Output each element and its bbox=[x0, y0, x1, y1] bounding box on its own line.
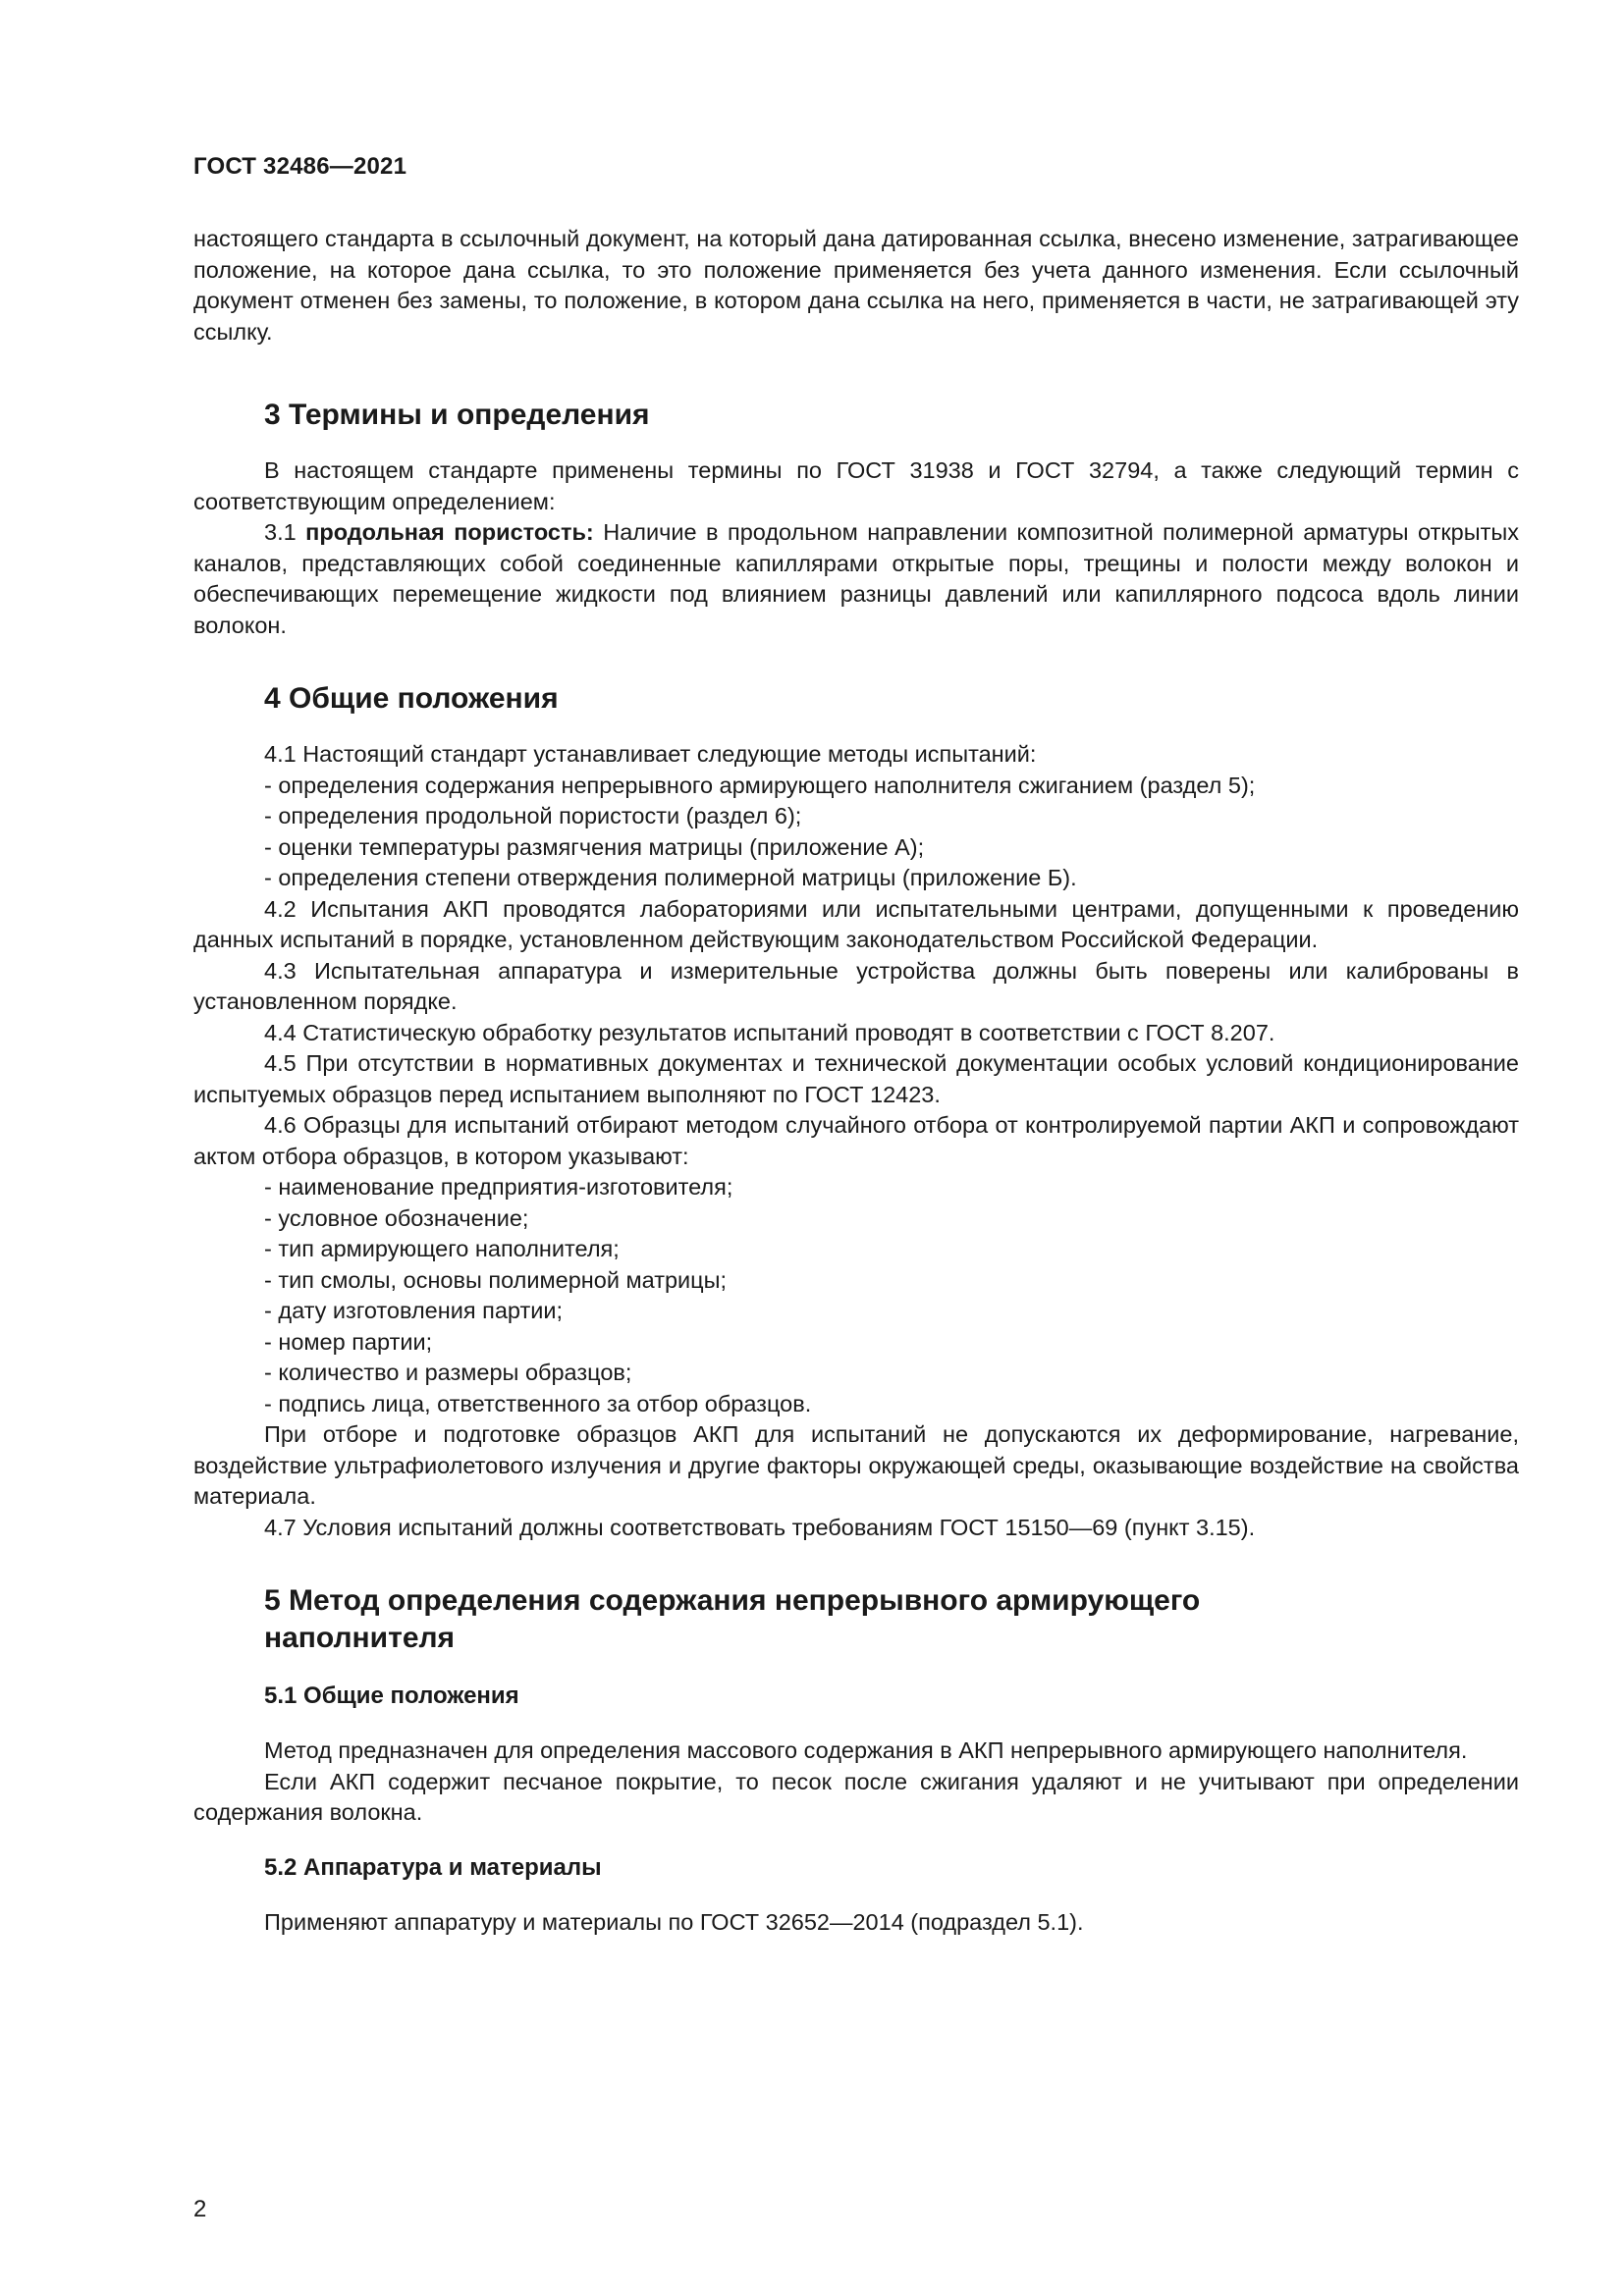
clause-4-7: 4.7 Условия испытаний должны соответствовать требованиям ГОСТ 15150—69 (пункт 3.15). bbox=[264, 1514, 1256, 1540]
list-item: - номер партии; bbox=[264, 1328, 433, 1355]
list-item: - дату изготовления партии; bbox=[264, 1298, 563, 1323]
intro-paragraph: настоящего стандарта в ссылочный документ, на который дана датированная ссылка, внесено изменение, затрагивающее положение, на которое дана ссылка, то это положение применяется без учета данного изменения. Если ссылочный документ отменен без замены, то положение, в котором дана ссылка на него, применяется в части, не затрагивающей эту ссылку. bbox=[193, 226, 1519, 345]
section-3-heading: 3 Термины и определения bbox=[264, 399, 650, 431]
clause-4-1: 4.1 Настоящий стандарт устанавливает следующие методы испытаний: bbox=[264, 741, 1037, 767]
list-item: - подпись лица, ответственного за отбор образцов. bbox=[264, 1390, 812, 1416]
page-number: 2 bbox=[193, 2196, 207, 2222]
term-definition: Наличие в продольном направлении композитной полимерной арматуры открытых каналов, представляющих собой соединенные капиллярами открытые поры, трещины и полости между волокон и обеспечивающих перемещение жидкости под влиянием разницы давлений или капиллярного подсоса вдоль линии волокон. bbox=[193, 519, 1519, 638]
section-5-heading bbox=[193, 1582, 1519, 1657]
sampling-paragraph: При отборе и подготовке образцов АКП для испытаний не допускаются их деформирование, нагревание, воздействие ультрафиолетового излучения и другие факторы окружающей среды, оказывающие воздействие на свойства материала. bbox=[193, 1421, 1519, 1509]
section-3-paragraph: В настоящем стандарте применены термины по ГОСТ 31938 и ГОСТ 32794, а также следующий термин с соответствующим определением: bbox=[193, 457, 1519, 514]
clause-4-2: 4.2 Испытания АКП проводятся лабораториями или испытательными центрами, допущенными к проведению данных испытаний в порядке, установленном действующим законодательством Российской Федерации. bbox=[193, 895, 1519, 952]
list-item: - оценки температуры размягчения матрицы (приложение А); bbox=[264, 833, 925, 860]
subsection-5-2-paragraph-1: Применяют аппаратуру и материалы по ГОСТ 32652—2014 (подраздел 5.1). bbox=[264, 1908, 1084, 1935]
list-item: - условное обозначение; bbox=[264, 1204, 529, 1231]
term-name: продольная пористость: bbox=[305, 519, 594, 545]
section-5-heading-line-1: 5 Метод определения содержания непрерывного армирующего bbox=[264, 1584, 1201, 1617]
subsection-5-1-paragraph-2: Если АКП содержит песчаное покрытие, то песок после сжигания удаляют и не учитывают при определении содержания волокна. bbox=[193, 1768, 1519, 1825]
clause-4-4: 4.4 Статистическую обработку результатов испытаний проводят в соответствии с ГОСТ 8.207. bbox=[264, 1019, 1275, 1045]
list-item: - определения степени отверждения полимерной матрицы (приложение Б). bbox=[264, 865, 1077, 890]
term-definition-paragraph bbox=[193, 517, 1519, 641]
list-item: - тип смолы, основы полимерной матрицы; bbox=[264, 1266, 728, 1293]
section-4-heading: 4 Общие положения bbox=[264, 682, 559, 715]
section-5-heading-line-2: наполнителя bbox=[264, 1622, 456, 1654]
list-item: - тип армирующего наполнителя; bbox=[264, 1236, 620, 1261]
term-number: 3.1 bbox=[264, 519, 306, 545]
clause-4-6: 4.6 Образцы для испытаний отбирают методом случайного отбора от контролируемой партии АКП и сопровождают актом отбора образцов, в котором указывают: bbox=[193, 1112, 1519, 1169]
list-item: - определения продольной пористости (раздел 6); bbox=[264, 803, 802, 828]
list-item: - количество и размеры образцов; bbox=[264, 1360, 632, 1385]
document-header: ГОСТ 32486—2021 bbox=[193, 153, 407, 180]
list-item: - определения содержания непрерывного армирующего наполнителя сжиганием (раздел 5); bbox=[264, 772, 1256, 798]
subsection-5-1-heading: 5.1 Общие положения bbox=[264, 1682, 519, 1709]
subsection-5-1-paragraph-1: Метод предназначен для определения массового содержания в АКП непрерывного армирующего наполнителя. bbox=[264, 1737, 1468, 1763]
list-item: - наименование предприятия-изготовителя; bbox=[264, 1174, 733, 1200]
document-body bbox=[193, 224, 1519, 1938]
clause-4-5: 4.5 При отсутствии в нормативных документах и технической документации особых условий кондиционирование испытуемых образцов перед испытанием выполняют по ГОСТ 12423. bbox=[193, 1050, 1519, 1107]
subsection-5-2-heading: 5.2 Аппаратура и материалы bbox=[264, 1853, 602, 1881]
clause-4-3: 4.3 Испытательная аппаратура и измерительные устройства должны быть поверены или калиброваны в установленном порядке. bbox=[193, 957, 1519, 1014]
